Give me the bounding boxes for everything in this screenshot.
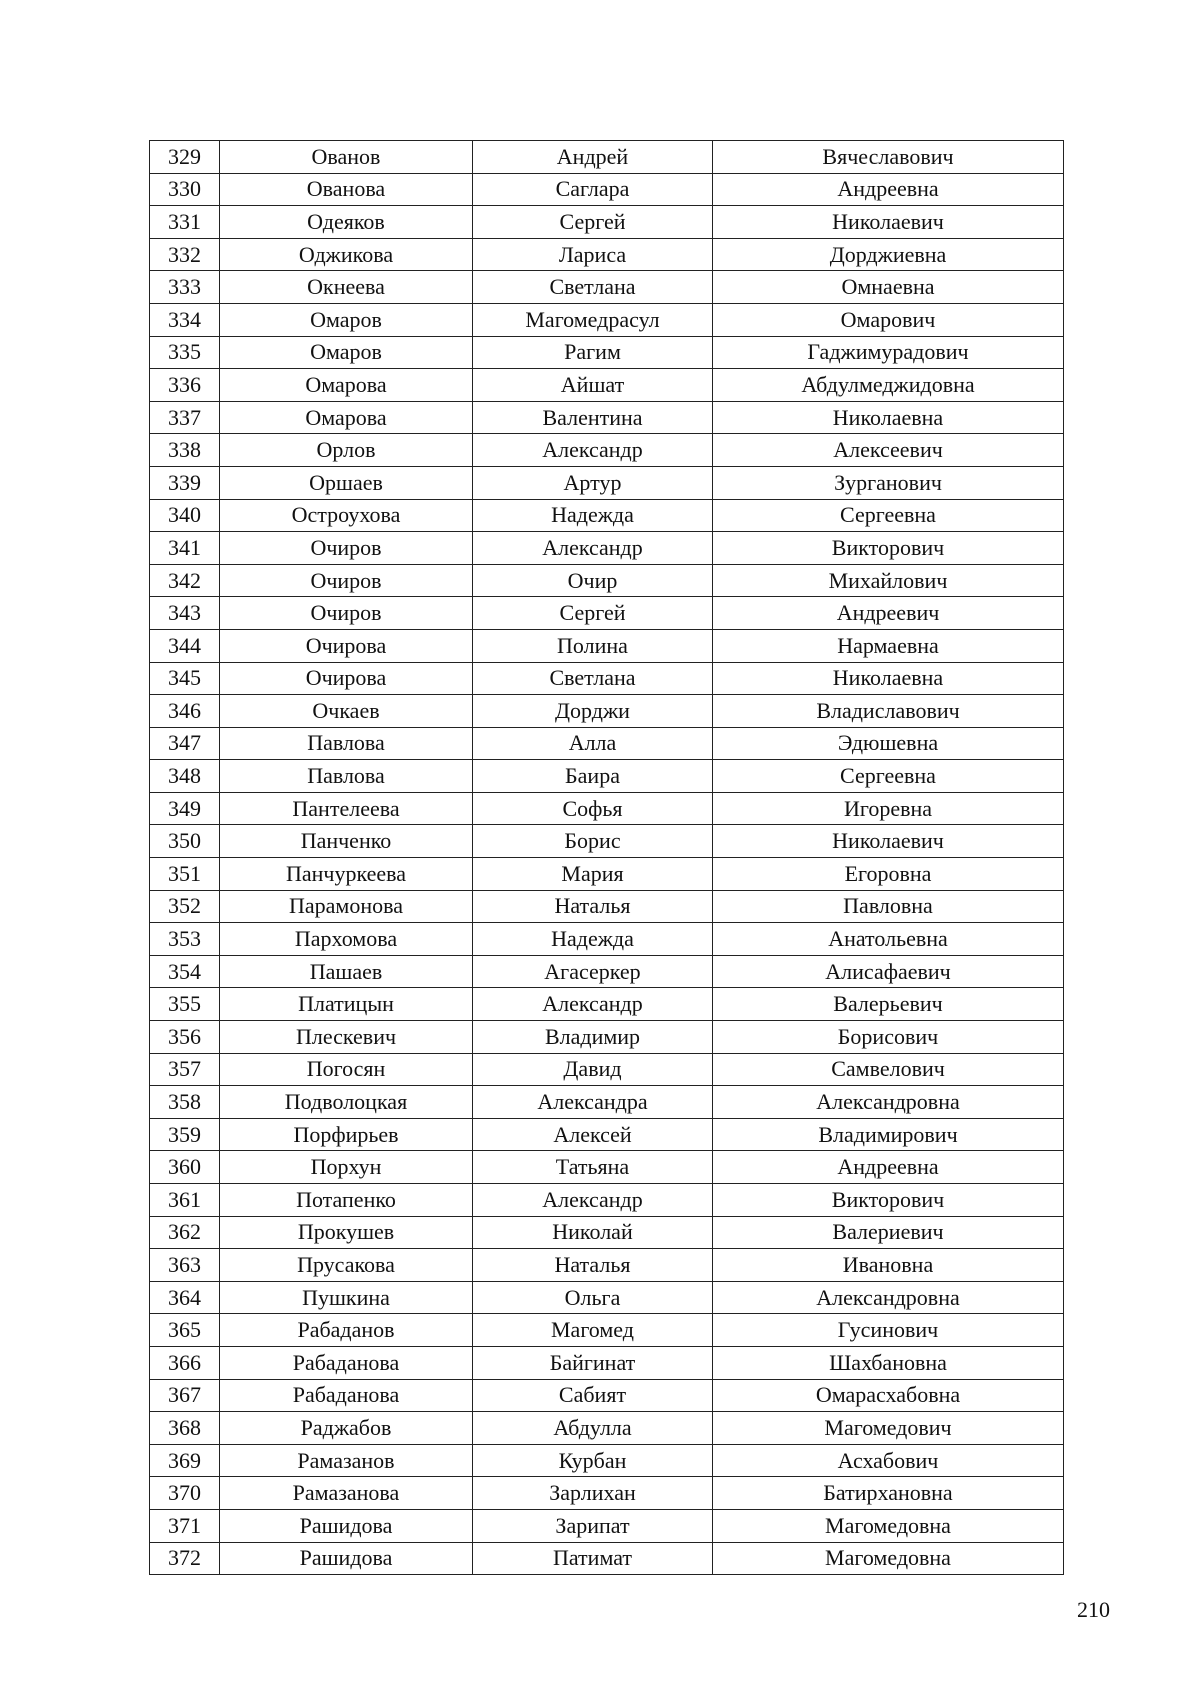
- last-name-cell: Омаров: [220, 336, 473, 369]
- row-number-cell: 356: [150, 1021, 220, 1054]
- table-row: [150, 1509, 1064, 1542]
- row-number-cell: 362: [150, 1216, 220, 1249]
- first-name-cell: Андрей: [473, 141, 713, 174]
- last-name-cell: Порхун: [220, 1151, 473, 1184]
- patronymic-cell: Игоревна: [713, 792, 1064, 825]
- patronymic-cell: Нармаевна: [713, 629, 1064, 662]
- patronymic-cell: Анатольевна: [713, 923, 1064, 956]
- first-name-cell: Давид: [473, 1053, 713, 1086]
- first-name-cell: Абдулла: [473, 1412, 713, 1445]
- last-name-cell: Остроухова: [220, 499, 473, 532]
- table-row: [150, 336, 1064, 369]
- patronymic-cell: Омарович: [713, 303, 1064, 336]
- first-name-cell: Александр: [473, 988, 713, 1021]
- patronymic-cell: Борисович: [713, 1021, 1064, 1054]
- first-name-cell: Светлана: [473, 662, 713, 695]
- patronymic-cell: Владиславович: [713, 695, 1064, 728]
- first-name-cell: Наталья: [473, 890, 713, 923]
- patronymic-cell: Зурганович: [713, 466, 1064, 499]
- last-name-cell: Пантелеева: [220, 792, 473, 825]
- row-number-cell: 359: [150, 1118, 220, 1151]
- row-number-cell: 361: [150, 1184, 220, 1217]
- table-row: [150, 141, 1064, 174]
- table-row: [150, 1444, 1064, 1477]
- last-name-cell: Платицын: [220, 988, 473, 1021]
- last-name-cell: Раджабов: [220, 1412, 473, 1445]
- patronymic-cell: Гусинович: [713, 1314, 1064, 1347]
- table-row: [150, 1184, 1064, 1217]
- row-number-cell: 331: [150, 206, 220, 239]
- first-name-cell: Курбан: [473, 1444, 713, 1477]
- first-name-cell: Софья: [473, 792, 713, 825]
- row-number-cell: 343: [150, 597, 220, 630]
- last-name-cell: Омаров: [220, 303, 473, 336]
- last-name-cell: Павлова: [220, 760, 473, 793]
- patronymic-cell: Гаджимурадович: [713, 336, 1064, 369]
- row-number-cell: 368: [150, 1412, 220, 1445]
- last-name-cell: Очиров: [220, 597, 473, 630]
- patronymic-cell: Валерьевич: [713, 988, 1064, 1021]
- table-row: [150, 1118, 1064, 1151]
- first-name-cell: Сабият: [473, 1379, 713, 1412]
- first-name-cell: Татьяна: [473, 1151, 713, 1184]
- first-name-cell: Сергей: [473, 597, 713, 630]
- patronymic-cell: Николаевна: [713, 401, 1064, 434]
- patronymic-cell: Александровна: [713, 1281, 1064, 1314]
- last-name-cell: Пархомова: [220, 923, 473, 956]
- row-number-cell: 347: [150, 727, 220, 760]
- last-name-cell: Оджикова: [220, 238, 473, 271]
- last-name-cell: Омарова: [220, 401, 473, 434]
- row-number-cell: 338: [150, 434, 220, 467]
- first-name-cell: Рагим: [473, 336, 713, 369]
- table-row: [150, 825, 1064, 858]
- last-name-cell: Плескевич: [220, 1021, 473, 1054]
- table-row: [150, 1086, 1064, 1119]
- patronymic-cell: Ивановна: [713, 1249, 1064, 1282]
- table-row: [150, 629, 1064, 662]
- first-name-cell: Патимат: [473, 1542, 713, 1575]
- row-number-cell: 365: [150, 1314, 220, 1347]
- first-name-cell: Зарипат: [473, 1509, 713, 1542]
- patronymic-cell: Дорджиевна: [713, 238, 1064, 271]
- row-number-cell: 349: [150, 792, 220, 825]
- row-number-cell: 357: [150, 1053, 220, 1086]
- table-row: [150, 955, 1064, 988]
- row-number-cell: 330: [150, 173, 220, 206]
- row-number-cell: 371: [150, 1509, 220, 1542]
- row-number-cell: 329: [150, 141, 220, 174]
- first-name-cell: Светлана: [473, 271, 713, 304]
- first-name-cell: Александр: [473, 1184, 713, 1217]
- table-row: [150, 1314, 1064, 1347]
- first-name-cell: Александра: [473, 1086, 713, 1119]
- table-row: [150, 1412, 1064, 1445]
- last-name-cell: Погосян: [220, 1053, 473, 1086]
- patronymic-cell: Магомедович: [713, 1412, 1064, 1445]
- table-row: [150, 401, 1064, 434]
- row-number-cell: 372: [150, 1542, 220, 1575]
- table-row: [150, 1379, 1064, 1412]
- first-name-cell: Очир: [473, 564, 713, 597]
- first-name-cell: Александр: [473, 532, 713, 565]
- patronymic-cell: Асхабович: [713, 1444, 1064, 1477]
- first-name-cell: Зарлихан: [473, 1477, 713, 1510]
- names-table-body: [150, 141, 1064, 1575]
- first-name-cell: Ольга: [473, 1281, 713, 1314]
- row-number-cell: 342: [150, 564, 220, 597]
- first-name-cell: Магомедрасул: [473, 303, 713, 336]
- table-row: [150, 303, 1064, 336]
- last-name-cell: Омарова: [220, 369, 473, 402]
- first-name-cell: Борис: [473, 825, 713, 858]
- table-row: [150, 499, 1064, 532]
- last-name-cell: Рамазанов: [220, 1444, 473, 1477]
- table-row: [150, 1151, 1064, 1184]
- row-number-cell: 335: [150, 336, 220, 369]
- table-row: [150, 532, 1064, 565]
- patronymic-cell: Егоровна: [713, 858, 1064, 891]
- first-name-cell: Надежда: [473, 499, 713, 532]
- last-name-cell: Панченко: [220, 825, 473, 858]
- row-number-cell: 341: [150, 532, 220, 565]
- last-name-cell: Оршаев: [220, 466, 473, 499]
- last-name-cell: Рабаданова: [220, 1346, 473, 1379]
- patronymic-cell: Андреевна: [713, 1151, 1064, 1184]
- first-name-cell: Надежда: [473, 923, 713, 956]
- patronymic-cell: Сергеевна: [713, 499, 1064, 532]
- last-name-cell: Рашидова: [220, 1509, 473, 1542]
- row-number-cell: 352: [150, 890, 220, 923]
- last-name-cell: Пашаев: [220, 955, 473, 988]
- row-number-cell: 344: [150, 629, 220, 662]
- row-number-cell: 351: [150, 858, 220, 891]
- last-name-cell: Пушкина: [220, 1281, 473, 1314]
- row-number-cell: 354: [150, 955, 220, 988]
- first-name-cell: Артур: [473, 466, 713, 499]
- row-number-cell: 345: [150, 662, 220, 695]
- patronymic-cell: Николаевич: [713, 206, 1064, 239]
- table-row: [150, 206, 1064, 239]
- table-row: [150, 564, 1064, 597]
- row-number-cell: 350: [150, 825, 220, 858]
- patronymic-cell: Омнаевна: [713, 271, 1064, 304]
- last-name-cell: Панчуркеева: [220, 858, 473, 891]
- first-name-cell: Лариса: [473, 238, 713, 271]
- row-number-cell: 340: [150, 499, 220, 532]
- table-row: [150, 1542, 1064, 1575]
- patronymic-cell: Валериевич: [713, 1216, 1064, 1249]
- table-row: [150, 271, 1064, 304]
- patronymic-cell: Михайлович: [713, 564, 1064, 597]
- row-number-cell: 334: [150, 303, 220, 336]
- first-name-cell: Саглара: [473, 173, 713, 206]
- patronymic-cell: Магомедовна: [713, 1542, 1064, 1575]
- table-row: [150, 727, 1064, 760]
- last-name-cell: Очирова: [220, 629, 473, 662]
- patronymic-cell: Андреевич: [713, 597, 1064, 630]
- first-name-cell: Байгинат: [473, 1346, 713, 1379]
- patronymic-cell: Алексеевич: [713, 434, 1064, 467]
- last-name-cell: Очиров: [220, 564, 473, 597]
- patronymic-cell: Викторович: [713, 1184, 1064, 1217]
- table-row: [150, 1346, 1064, 1379]
- page-number: 210: [1077, 1597, 1110, 1622]
- row-number-cell: 363: [150, 1249, 220, 1282]
- table-row: [150, 369, 1064, 402]
- patronymic-cell: Батирхановна: [713, 1477, 1064, 1510]
- last-name-cell: Одеяков: [220, 206, 473, 239]
- row-number-cell: 348: [150, 760, 220, 793]
- patronymic-cell: Эдюшевна: [713, 727, 1064, 760]
- last-name-cell: Рабаданова: [220, 1379, 473, 1412]
- first-name-cell: Алла: [473, 727, 713, 760]
- row-number-cell: 353: [150, 923, 220, 956]
- last-name-cell: Павлова: [220, 727, 473, 760]
- row-number-cell: 336: [150, 369, 220, 402]
- table-row: [150, 858, 1064, 891]
- first-name-cell: Валентина: [473, 401, 713, 434]
- first-name-cell: Дорджи: [473, 695, 713, 728]
- row-number-cell: 332: [150, 238, 220, 271]
- last-name-cell: Ованова: [220, 173, 473, 206]
- patronymic-cell: Николаевна: [713, 662, 1064, 695]
- patronymic-cell: Павловна: [713, 890, 1064, 923]
- table-row: [150, 173, 1064, 206]
- last-name-cell: Прусакова: [220, 1249, 473, 1282]
- last-name-cell: Потапенко: [220, 1184, 473, 1217]
- row-number-cell: 360: [150, 1151, 220, 1184]
- table-row: [150, 1477, 1064, 1510]
- patronymic-cell: Сергеевна: [713, 760, 1064, 793]
- table-row: [150, 1281, 1064, 1314]
- patronymic-cell: Омарасхабовна: [713, 1379, 1064, 1412]
- first-name-cell: Николай: [473, 1216, 713, 1249]
- patronymic-cell: Викторович: [713, 532, 1064, 565]
- table-row: [150, 662, 1064, 695]
- table-row: [150, 434, 1064, 467]
- table-row: [150, 466, 1064, 499]
- row-number-cell: 364: [150, 1281, 220, 1314]
- table-row: [150, 1053, 1064, 1086]
- table-row: [150, 988, 1064, 1021]
- table-row: [150, 1021, 1064, 1054]
- first-name-cell: Александр: [473, 434, 713, 467]
- patronymic-cell: Николаевич: [713, 825, 1064, 858]
- last-name-cell: Ованов: [220, 141, 473, 174]
- last-name-cell: Очиров: [220, 532, 473, 565]
- first-name-cell: Алексей: [473, 1118, 713, 1151]
- last-name-cell: Очкаев: [220, 695, 473, 728]
- row-number-cell: 355: [150, 988, 220, 1021]
- first-name-cell: Баира: [473, 760, 713, 793]
- first-name-cell: Владимир: [473, 1021, 713, 1054]
- last-name-cell: Прокушев: [220, 1216, 473, 1249]
- patronymic-cell: Андреевна: [713, 173, 1064, 206]
- row-number-cell: 367: [150, 1379, 220, 1412]
- table-row: [150, 1216, 1064, 1249]
- patronymic-cell: Шахбановна: [713, 1346, 1064, 1379]
- patronymic-cell: Александровна: [713, 1086, 1064, 1119]
- first-name-cell: Айшат: [473, 369, 713, 402]
- patronymic-cell: Владимирович: [713, 1118, 1064, 1151]
- table-row: [150, 238, 1064, 271]
- first-name-cell: Сергей: [473, 206, 713, 239]
- table-row: [150, 792, 1064, 825]
- names-table: [149, 140, 1064, 1575]
- first-name-cell: Наталья: [473, 1249, 713, 1282]
- row-number-cell: 369: [150, 1444, 220, 1477]
- last-name-cell: Окнеева: [220, 271, 473, 304]
- table-row: [150, 760, 1064, 793]
- first-name-cell: Магомед: [473, 1314, 713, 1347]
- last-name-cell: Порфирьев: [220, 1118, 473, 1151]
- row-number-cell: 333: [150, 271, 220, 304]
- row-number-cell: 337: [150, 401, 220, 434]
- patronymic-cell: Магомедовна: [713, 1509, 1064, 1542]
- last-name-cell: Парамонова: [220, 890, 473, 923]
- table-row: [150, 695, 1064, 728]
- row-number-cell: 339: [150, 466, 220, 499]
- row-number-cell: 346: [150, 695, 220, 728]
- row-number-cell: 366: [150, 1346, 220, 1379]
- last-name-cell: Рашидова: [220, 1542, 473, 1575]
- first-name-cell: Мария: [473, 858, 713, 891]
- last-name-cell: Подволоцкая: [220, 1086, 473, 1119]
- first-name-cell: Полина: [473, 629, 713, 662]
- patronymic-cell: Вячеславович: [713, 141, 1064, 174]
- row-number-cell: 370: [150, 1477, 220, 1510]
- table-row: [150, 923, 1064, 956]
- table-row: [150, 890, 1064, 923]
- last-name-cell: Рабаданов: [220, 1314, 473, 1347]
- last-name-cell: Очирова: [220, 662, 473, 695]
- last-name-cell: Рамазанова: [220, 1477, 473, 1510]
- table-row: [150, 1249, 1064, 1282]
- patronymic-cell: Алисафаевич: [713, 955, 1064, 988]
- table-row: [150, 597, 1064, 630]
- patronymic-cell: Абдулмеджидовна: [713, 369, 1064, 402]
- row-number-cell: 358: [150, 1086, 220, 1119]
- patronymic-cell: Самвелович: [713, 1053, 1064, 1086]
- last-name-cell: Орлов: [220, 434, 473, 467]
- first-name-cell: Агасеркер: [473, 955, 713, 988]
